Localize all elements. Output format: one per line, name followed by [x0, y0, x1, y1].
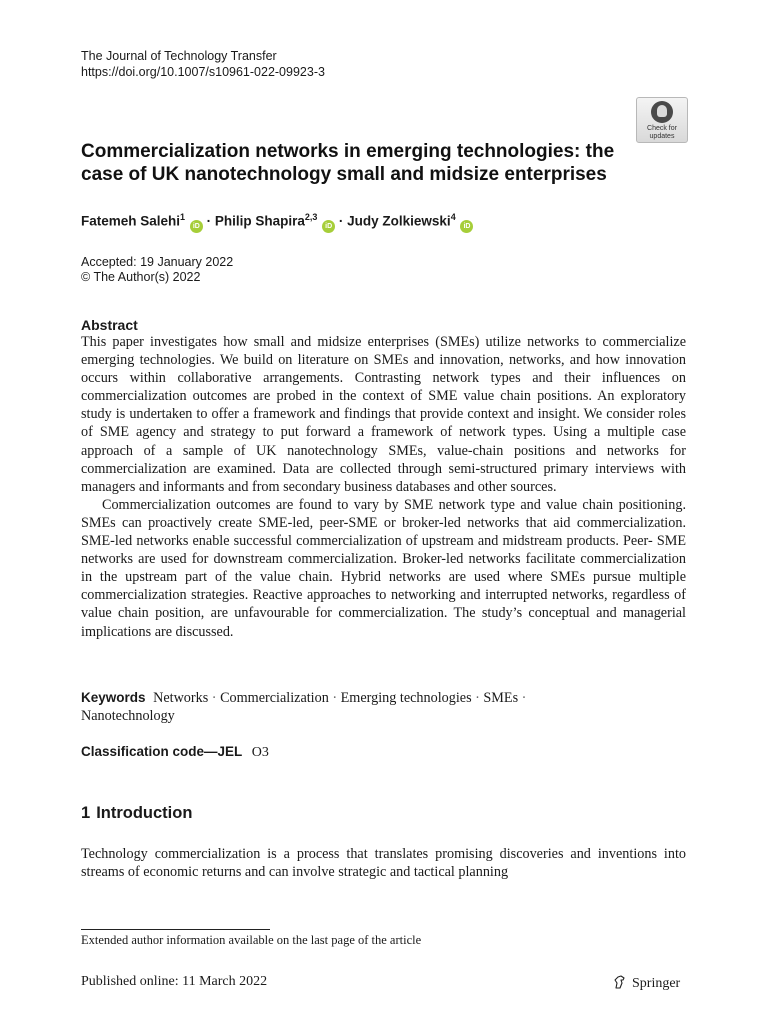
- jel-label: Classification code—JEL: [81, 744, 243, 759]
- abstract-body: [81, 333, 686, 641]
- keywords-label: Keywords: [81, 690, 146, 705]
- keyword-item: Nanotechnology: [81, 708, 175, 724]
- author-name[interactable]: Judy Zolkiewski: [347, 213, 451, 229]
- article-title: [81, 140, 681, 186]
- copyright-notice: © The Author(s) 2022: [81, 270, 201, 284]
- keyword-separator: ·: [475, 690, 480, 706]
- keyword-separator: ·: [521, 690, 527, 706]
- abstract-heading: Abstract: [81, 317, 138, 333]
- section-number: 1: [81, 804, 91, 822]
- footnote-divider: [81, 929, 270, 930]
- keyword-item: Commercialization: [220, 690, 329, 706]
- abstract-paragraph: This paper investigates how small and midsize enterprises (SMEs) utilize networks to commercialize emerging technologies. We build on literature on SMEs and innovation, networks, and how innovation occurs within collaborative arrangements. Contrasting network types and their influences on commercialization outcomes are probed in the context of SME value chain positions. An exploratory study is undertaken to offer a framework and findings that provide context and insight. We consider roles of SME agency and strategy to put forward a framework of network types. Using a multiple case approach of a sample of UK nanotechnology SMEs, value-chain positions and networks for commercialization are examined. Data are collected through semi-structured primary interviews with managers and informants and from secondary business databases and other sources.: [81, 334, 686, 495]
- introduction-body: [81, 845, 686, 881]
- keyword-item: Networks: [153, 690, 209, 706]
- orcid-icon[interactable]: iD: [190, 220, 203, 233]
- keyword-separator: ·: [211, 690, 217, 706]
- author-name[interactable]: Philip Shapira: [214, 213, 305, 229]
- author-affiliation: 1: [180, 212, 186, 222]
- keyword-item: Emerging technologies: [340, 690, 472, 706]
- publisher-name: Springer: [632, 976, 681, 991]
- introduction-paragraph: Technology commercialization is a process that translates promising discoveries and inventions into streams of economic returns and can involve strategic and tactical planning: [81, 846, 686, 881]
- accepted-date: Accepted: 19 January 2022: [81, 255, 234, 269]
- footnote: Extended author information available on the last page of the article: [81, 933, 422, 947]
- check-for-updates-button[interactable]: [636, 97, 688, 143]
- jel-code: O3: [251, 745, 269, 760]
- keyword-item: SMEs: [483, 690, 519, 706]
- section-title: Introduction: [96, 804, 193, 822]
- orcid-icon[interactable]: iD: [322, 220, 335, 233]
- abstract-paragraph: Commercialization outcomes are found to vary by SME network type and value chain positioning. SMEs can proactively create SME-led, peer-SME or broker-led networks that aid commercialization. SME-led networks enable successful commercialization of upstream and midstream products. Peer- SME networks are used for downstream commercialization. Broker-led networks facilitate commercialization in the upstream part of the value chain. Hybrid networks are used where SMEs pursue multiple commercialization strategies. Reactive approaches to networking and interrupted networks, regardless of value chain position, are unfavourable for commercialization. The study’s conceptual and managerial implications are discussed.: [81, 496, 686, 640]
- author-affiliation: 2,3: [304, 212, 318, 222]
- keywords-section: [81, 689, 686, 725]
- published-date: Published online: 11 March 2022: [81, 974, 268, 989]
- doi-link[interactable]: https://doi.org/10.1007/s10961-022-09923-3: [81, 65, 325, 79]
- keyword-separator: ·: [332, 690, 338, 706]
- author-list: [81, 208, 473, 233]
- title-line-1: Commercialization networks in emerging technologies: the: [81, 141, 615, 162]
- jel-classification: [81, 743, 269, 762]
- journal-name: The Journal of Technology Transfer: [81, 49, 277, 63]
- check-for-updates-line2: updates: [649, 132, 675, 140]
- author-affiliation: 4: [450, 212, 456, 222]
- check-for-updates-line1: Check for: [647, 125, 677, 132]
- springer-horse-icon: [612, 974, 628, 996]
- author-name[interactable]: Fatemeh Salehi: [81, 213, 181, 229]
- section-heading: [81, 804, 192, 823]
- orcid-icon[interactable]: iD: [460, 220, 473, 233]
- publisher-logo: [612, 974, 680, 996]
- title-line-2: case of UK nanotechnology small and midsize enterprises: [81, 164, 607, 185]
- author-separator: ·: [335, 213, 348, 229]
- crossmark-icon: [651, 101, 673, 123]
- author-separator: ·: [202, 213, 215, 229]
